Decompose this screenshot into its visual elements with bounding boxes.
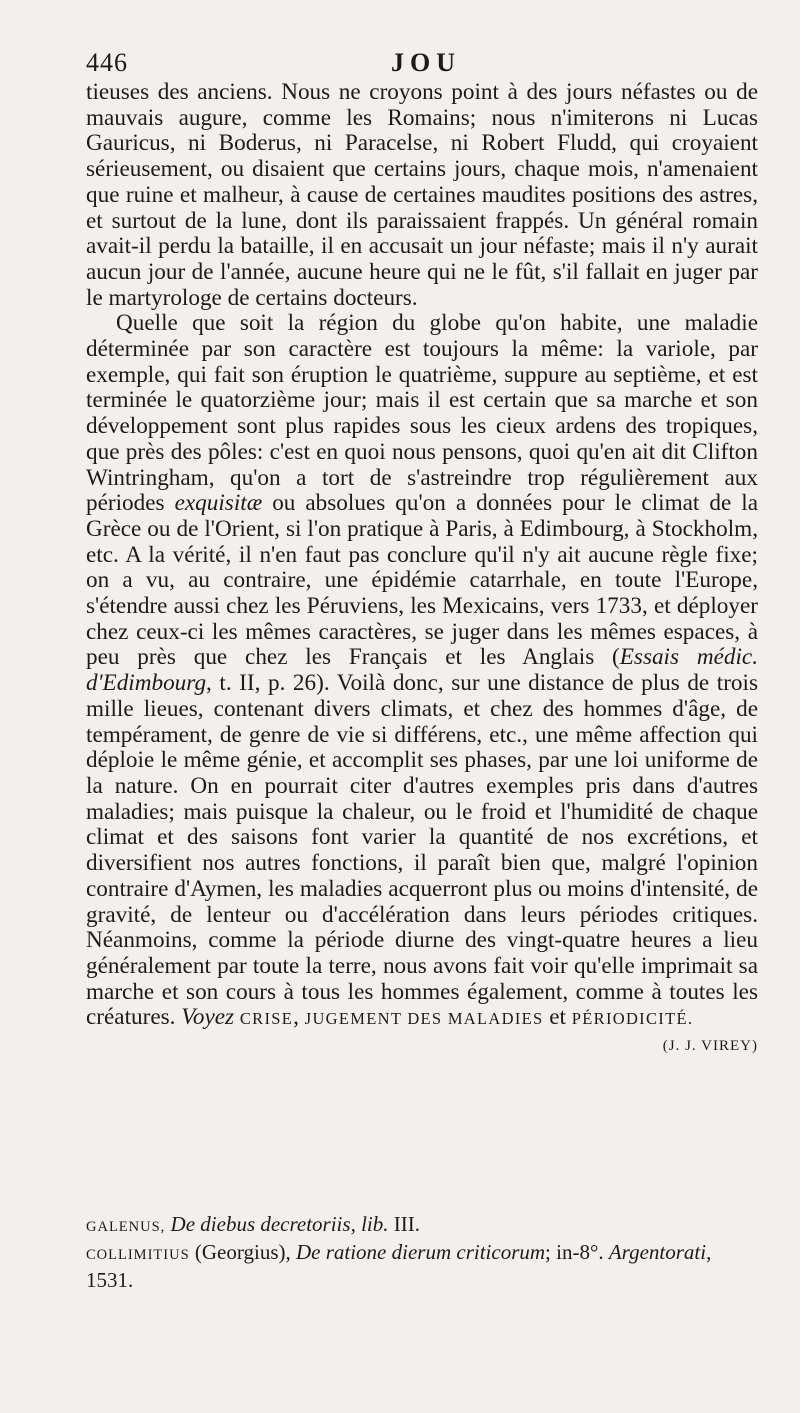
text-run: et: [543, 1004, 572, 1031]
text-run: ,: [293, 1004, 305, 1031]
reference-title: De diebus decretoriis, lib.: [170, 1212, 389, 1236]
text-run: ou absolues qu'on a données pour le climat de la Grèce ou de l'Orient, si l'on pratique à Paris, à Edimbourg, à Stockholm, etc. A la vérité, il n'en faut pas conclure qu'il n'y ait aucune règle fixe; on a vu, au contraire, une épidémie catarrhale, en toute l'Europe, s'étendre aussi chez les Péruviens, les Mexicains, vers 1733, et déployer chez ceux-ci les mêmes caractères, se juger dans les mêmes espaces, à peu près que chez les Français et les Anglais (: [86, 490, 758, 671]
cross-reference: JUGEMENT DES MALADIES: [304, 1009, 544, 1029]
reference-author-note: (Georgius),: [189, 1240, 296, 1264]
reference-extra: ; in-8°.: [545, 1240, 609, 1264]
reference-item: [86, 1240, 758, 1293]
reference-item: [86, 1212, 758, 1240]
text-run: Quelle que soit la région du globe qu'on habite, une maladie déterminée par son caractère est toujours la même: la variole, par exemple, qui fait son éruption le quatrième, suppure au septième, et est terminée le quatorzième jour; mais il est certain que sa marche et son développement sont plus rapides sous les cieux ardens des tropiques, que près des pôles: c'est en quoi nous pensons, quoi qu'en ait dit Clifton Wintringham, qu'on a tort de s'astreindre trop régulièrement aux périodes: [86, 310, 758, 517]
cross-reference: PÉRIODICITÉ.: [571, 1009, 694, 1029]
reference-year: , 1531.: [86, 1240, 712, 1292]
page-header: [86, 44, 766, 84]
voyez-label: Voyez: [181, 1004, 235, 1031]
reference-place: Argentorati: [608, 1240, 707, 1264]
reference-extra: III.: [388, 1212, 420, 1236]
reference-title: De ratione dierum criticorum: [295, 1240, 546, 1264]
page-number: 446: [86, 48, 128, 77]
text-run: , t. II, p. 26). Voilà donc, sur une distance de plus de trois mille lieues, contenant divers climats, et chez des hommes d'âge, de tempérament, de genre de vie si différens, etc., une même affection qui déploie le même génie, et accomplit ses phases, par une loi uniforme de la nature. On en pourrait citer d'autres exemples pris dans d'autres maladies; mais puisque la chaleur, ou le froid et l'humidité de chaque climat et des saisons font varier la quantité de nos excrétions, et diversifient nos autres fonctions, il paraît bien que, malgré l'opinion contraire d'Aymen, les maladies acquerront plus ou moins d'intensité, de gravité, de lenteur ou d'accélération dans leurs périodes critiques. Néanmoins, comme la période diurne des vingt-quatre heures a lieu généralement par toute la terre, nous avons fait voir qu'elle imprimait sa marche et son cours à tous les hommes également, comme à toutes les créatures.: [86, 670, 758, 1031]
reference-author: COLLIMITIUS: [86, 1247, 190, 1263]
running-head: JOU: [391, 48, 461, 77]
italic-term: exquisitæ: [174, 490, 263, 517]
paragraph-2: [86, 310, 758, 1055]
bibliography: [86, 1212, 758, 1293]
reference-author: GALENUS,: [86, 1219, 166, 1235]
paragraph-1: tieuses des anciens. Nous ne croyons point à des jours néfastes ou de mauvais augure, comme les Romains; nous n'imiterons ni Lucas Gauricus, ni Boderus, ni Paracelse, ni Robert Fludd, qui croyaient sérieusement, ou disaient que certains jours, chaque mois, n'amenaient que ruine et malheur, à cause de certaines maudites positions des astres, et surtout de la lune, dont ils paraissaient frappés. Un général romain avait-il perdu la bataille, il en accusait un jour néfaste; mais il n'y aurait aucun jour de l'année, aucune heure qui ne le fût, s'il fallait en juger par le martyrologe de certains docteurs.: [86, 79, 758, 311]
italic-citation: Essais médic. d'Edimbourg: [86, 644, 758, 697]
author-signature: (J. J. VIREY): [662, 1038, 758, 1055]
cross-reference: CRISE: [239, 1009, 294, 1029]
main-text: [86, 80, 758, 1060]
